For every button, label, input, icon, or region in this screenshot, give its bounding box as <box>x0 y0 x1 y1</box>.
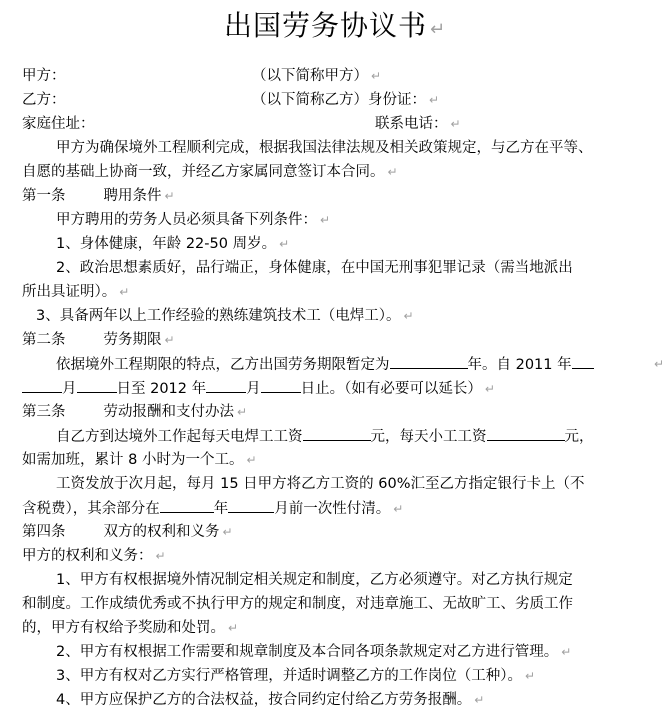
article-3-p1-line-1: 自乙方到达境外工作起每天电焊工工资 元，每天小工工资 元， <box>56 426 594 447</box>
article-1-intro: 甲方聘用的劳务人员必须具备下列条件： ↵ <box>56 212 331 228</box>
phone-label: 联系电话： ↵ <box>375 116 461 132</box>
article-2-line-2: 月 日至 2012 年 月 日止。（如有必要可以延长） ↵ <box>22 378 495 399</box>
article-4-item-1-line-3: 的，甲方有权给予奖励和处罚。 ↵ <box>22 620 239 636</box>
start-month-blank[interactable] <box>572 354 594 369</box>
term-years-blank[interactable] <box>390 354 468 369</box>
balance-month-blank[interactable] <box>228 498 274 513</box>
paragraph-mark-icon: ↵ <box>164 189 175 203</box>
article-2-line-1: 依据境外工程期限的特点，乙方出国劳务期限暂定为 年。自 2011 年 <box>56 354 594 375</box>
paragraph-mark-icon: ↵ <box>228 621 239 635</box>
article-2-heading: 第二条 劳务期限 ↵ <box>22 332 175 348</box>
helper-wage-blank[interactable] <box>487 426 565 441</box>
id-card-label: 身份证： <box>368 92 426 108</box>
paragraph-mark-icon: ↵ <box>222 525 233 539</box>
start-day-blank[interactable] <box>77 378 117 393</box>
party-a-label: 甲方： <box>22 68 66 84</box>
party-b-note: （以下简称乙方）身份证： ↵ <box>252 92 440 108</box>
paragraph-mark-icon: ↵ <box>320 213 331 227</box>
article-1-item-3: 3、具备两年以上工作经验的熟练建筑技术工（电焊工）。 ↵ <box>36 308 414 324</box>
document-title: 出国劳务协议书 ↵ <box>223 9 447 42</box>
end-day-blank[interactable] <box>261 378 301 393</box>
paragraph-mark-icon: ↵ <box>393 502 404 516</box>
article-1-item-2-line-1: 2、政治思想素质好，品行端正，身体健康，在中国无刑事犯罪记录（需当地派出 <box>56 260 573 276</box>
paragraph-mark-icon: ↵ <box>119 285 130 299</box>
article-3-heading: 第三条 劳动报酬和支付办法 ↵ <box>22 404 248 420</box>
article-4-item-3: 3、甲方有权对乙方实行严格管理，并适时调整乙方的工作岗位（工种）。 ↵ <box>56 668 536 684</box>
end-month-blank[interactable] <box>206 378 246 393</box>
address-label: 家庭住址： <box>22 116 95 132</box>
article-4-item-1-line-1: 1、甲方有权根据境外情况制定相关规定和制度，乙方必须遵守。对乙方执行规定 <box>56 572 573 588</box>
paragraph-mark-icon: ↵ <box>279 237 290 251</box>
article-3-p2-line-2: 含税费），其余部分在 年 月前一次性付清。 ↵ <box>22 498 403 519</box>
article-1-item-1: 1、身体健康，年龄 22-50 周岁。 ↵ <box>56 236 290 252</box>
party-a-note: （以下简称甲方） ↵ <box>252 68 382 84</box>
balance-year-blank[interactable] <box>160 498 214 513</box>
preamble-line-2: 自愿的基础上协商一致，并经乙方家属同意签订本合同。 ↵ <box>22 164 398 180</box>
paragraph-mark-icon: ↵ <box>403 309 414 323</box>
start-month-blank-cont[interactable] <box>22 378 62 393</box>
paragraph-mark-icon: ↵ <box>450 117 461 131</box>
paragraph-mark-icon: ↵ <box>164 333 175 347</box>
paragraph-mark-icon: ↵ <box>246 453 257 467</box>
paragraph-mark-icon: ↵ <box>429 93 440 107</box>
article-4-sub-heading: 甲方的权利和义务： ↵ <box>22 548 166 564</box>
article-4-heading: 第四条 双方的权利和义务 ↵ <box>22 524 233 540</box>
article-3-p1-line-2: 如需加班，累计 8 小时为一个工。 ↵ <box>22 452 257 468</box>
welder-wage-blank[interactable] <box>303 426 371 441</box>
paragraph-mark-icon: ↵ <box>524 669 536 683</box>
article-4-item-2: 2、甲方有权根据工作需要和规章制度及本合同各项条款规定对乙方进行管理。 ↵ <box>56 644 572 660</box>
article-3-p2-line-1: 工资发放于次月起，每月 15 日甲方将乙方工资的 60%汇至乙方指定银行卡上（不 <box>56 476 585 492</box>
paragraph-mark-icon: ↵ <box>474 693 485 707</box>
paragraph-mark-icon: ↵ <box>484 382 495 396</box>
article-1-heading: 第一条 聘用条件 ↵ <box>22 188 175 204</box>
paragraph-mark-icon: ↵ <box>429 19 447 40</box>
paragraph-mark-icon: ↵ <box>371 69 382 83</box>
article-4-item-4: 4、甲方应保护乙方的合法权益，按合同约定付给乙方劳务报酬。 ↵ <box>56 692 485 708</box>
preamble-line-1: 甲方为确保境外工程顺利完成，根据我国法律法规及相关政策规定，与乙方在平等、 <box>56 140 593 156</box>
paragraph-mark-icon: ↵ <box>155 549 166 563</box>
party-b-label: 乙方： <box>22 92 66 108</box>
article-4-item-1-line-2: 和制度。工作成绩优秀或不执行甲方的规定和制度，对违章施工、无故旷工、劣质工作 <box>22 596 573 612</box>
paragraph-mark-icon: ↵ <box>237 405 248 419</box>
paragraph-mark-icon: ↵ <box>561 645 572 659</box>
article-1-item-2-line-2: 所出具证明）。 ↵ <box>22 284 130 300</box>
paragraph-mark-icon: ↵ <box>654 357 665 371</box>
paragraph-mark-icon: ↵ <box>387 165 398 179</box>
